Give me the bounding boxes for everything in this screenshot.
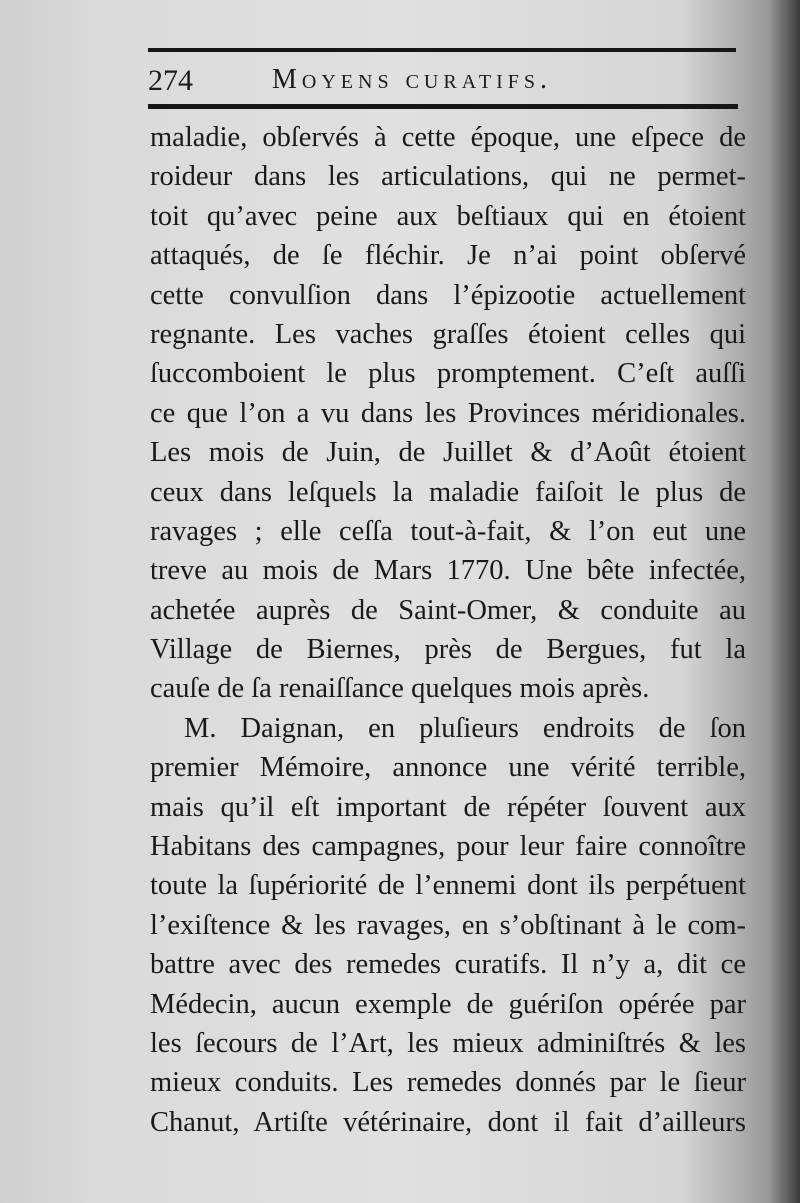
paragraph-start-line: M. Daignan, en pluſieurs endroits de ſon (184, 712, 746, 744)
text-line: mieux conduits. Les remedes donnés par le ſieur (150, 1067, 746, 1099)
running-title: Moyens curatifs. (272, 64, 553, 95)
page-number: 274 (148, 64, 193, 97)
text-line: mais qu’il eſt important de répéter ſouvent aux (150, 791, 746, 823)
body-text (150, 118, 746, 1142)
text-line: regnante. Les vaches graſſes étoient celles qui (150, 318, 746, 350)
text-line: ce que l’on a vu dans les Provinces méridionales. (150, 397, 746, 429)
text-line: Village de Biernes, près de Bergues, fut la (150, 634, 746, 666)
text-line: Les mois de Juin, de Juillet & d’Août étoient (150, 437, 746, 469)
text-line: maladie, obſervés à cette époque, une eſpece de (150, 122, 746, 153)
text-line: ſuccomboient le plus promptement. C’eſt auſſi (150, 358, 746, 390)
text-line: attaqués, de ſe fléchir. Je n’ai point obſervé (150, 240, 746, 272)
header-top-rule (148, 48, 736, 52)
text-line: achetée auprès de Saint-Omer, & conduite au (150, 594, 746, 626)
text-line: Chanut, Artiſte vétérinaire, dont il fait d’ailleurs (150, 1106, 746, 1138)
text-line: les ſecours de l’Art, les mieux adminiſtrés & les (150, 1027, 746, 1059)
text-line: treve au mois de Mars 1770. Une bête infectée, (150, 555, 746, 587)
text-line: ceux dans leſquels la maladie faiſoit le plus de (150, 476, 746, 508)
text-line: battre avec des remedes curatifs. Il n’y a, dit ce (150, 949, 746, 981)
text-line: l’exiſtence & les ravages, en s’obſtinant à le com- (150, 909, 746, 941)
text-line: cette convulſion dans l’épizootie actuellement (150, 279, 746, 311)
text-line: roideur dans les articulations, qui ne permet- (150, 161, 746, 193)
text-line: Habitans des campagnes, pour leur faire connoître (150, 831, 746, 863)
text-line: toute la ſupériorité de l’ennemi dont ils perpétuent (150, 870, 746, 902)
text-line: Médecin, aucun exemple de guériſon opérée par (150, 988, 746, 1020)
text-line: premier Mémoire, annonce une vérité terrible, (150, 752, 746, 784)
text-line: toit qu’avec peine aux beſtiaux qui en étoient (150, 200, 746, 232)
text-line: ravages ; elle ceſſa tout-à-fait, & l’on eut une (150, 515, 746, 547)
text-line: cauſe de ſa renaiſſance quelques mois après. (150, 673, 650, 705)
header-bottom-rule (148, 104, 738, 109)
